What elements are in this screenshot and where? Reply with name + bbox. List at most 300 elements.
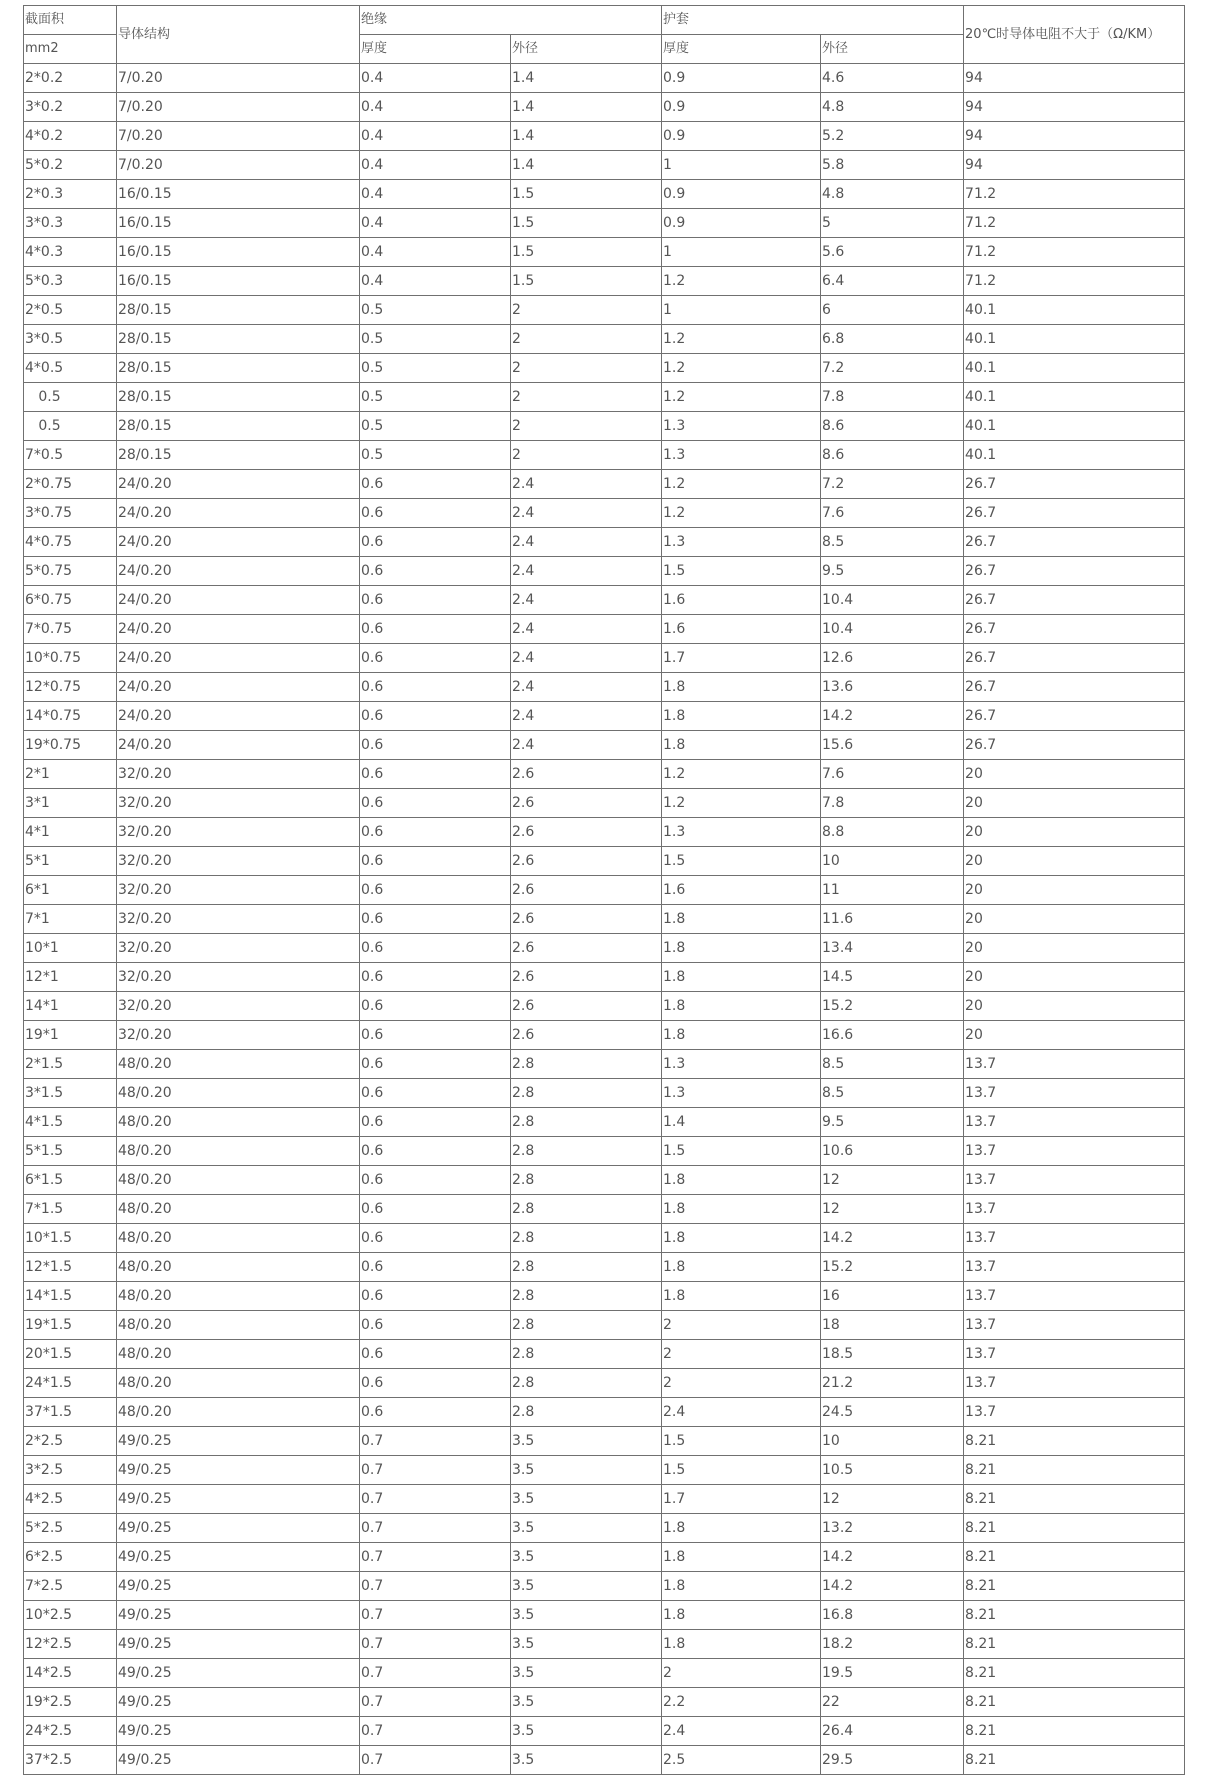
cable-spec-table <box>23 5 1185 1775</box>
cell-sheath-outer-diameter: 13.4 <box>821 934 964 963</box>
cell-insulation-thickness: 0.5 <box>360 296 511 325</box>
table-row <box>24 238 1185 267</box>
cell-area: 12*1 <box>24 963 117 992</box>
cell-conductor: 24/0.20 <box>117 731 360 760</box>
cell-conductor: 16/0.15 <box>117 267 360 296</box>
cell-resistance: 71.2 <box>964 238 1185 267</box>
cell-resistance: 8.21 <box>964 1659 1185 1688</box>
cell-insulation-outer-diameter: 2.4 <box>511 702 662 731</box>
cell-resistance: 20 <box>964 905 1185 934</box>
cell-sheath-thickness: 1.2 <box>662 267 821 296</box>
cell-area: 14*0.75 <box>24 702 117 731</box>
cell-resistance: 20 <box>964 876 1185 905</box>
cell-sheath-thickness: 1.8 <box>662 731 821 760</box>
cell-insulation-outer-diameter: 3.5 <box>511 1601 662 1630</box>
table-row <box>24 1050 1185 1079</box>
cell-conductor: 48/0.20 <box>117 1224 360 1253</box>
cell-resistance: 20 <box>964 992 1185 1021</box>
cell-area: 6*0.75 <box>24 586 117 615</box>
cell-conductor: 32/0.20 <box>117 760 360 789</box>
cell-insulation-thickness: 0.5 <box>360 354 511 383</box>
cell-resistance: 13.7 <box>964 1340 1185 1369</box>
table-row <box>24 818 1185 847</box>
cell-area: 3*1 <box>24 789 117 818</box>
table-row <box>24 1079 1185 1108</box>
cell-conductor: 24/0.20 <box>117 673 360 702</box>
cell-sheath-outer-diameter: 10 <box>821 1427 964 1456</box>
cell-sheath-outer-diameter: 8.8 <box>821 818 964 847</box>
cell-sheath-outer-diameter: 6.4 <box>821 267 964 296</box>
cell-insulation-thickness: 0.6 <box>360 1021 511 1050</box>
cell-insulation-outer-diameter: 2.6 <box>511 992 662 1021</box>
cell-insulation-outer-diameter: 2 <box>511 296 662 325</box>
cell-sheath-outer-diameter: 8.5 <box>821 1050 964 1079</box>
cell-area: 24*2.5 <box>24 1717 117 1746</box>
table-row <box>24 934 1185 963</box>
cell-conductor: 24/0.20 <box>117 557 360 586</box>
cell-area: 7*1.5 <box>24 1195 117 1224</box>
cell-sheath-thickness: 1.8 <box>662 905 821 934</box>
cell-sheath-thickness: 1.2 <box>662 760 821 789</box>
cell-resistance: 71.2 <box>964 209 1185 238</box>
cell-sheath-outer-diameter: 9.5 <box>821 557 964 586</box>
header-area-unit: mm2 <box>24 35 117 64</box>
cell-sheath-outer-diameter: 5.6 <box>821 238 964 267</box>
cell-resistance: 8.21 <box>964 1601 1185 1630</box>
cell-conductor: 24/0.20 <box>117 470 360 499</box>
cell-sheath-outer-diameter: 13.6 <box>821 673 964 702</box>
table-row <box>24 789 1185 818</box>
cell-sheath-thickness: 1.7 <box>662 644 821 673</box>
header-insulation-thickness: 厚度 <box>360 35 511 64</box>
cell-sheath-outer-diameter: 16.8 <box>821 1601 964 1630</box>
cell-conductor: 28/0.15 <box>117 354 360 383</box>
cell-sheath-thickness: 2 <box>662 1340 821 1369</box>
table-row <box>24 1659 1185 1688</box>
table-row <box>24 180 1185 209</box>
table-row <box>24 209 1185 238</box>
cell-sheath-outer-diameter: 15.2 <box>821 1253 964 1282</box>
cell-sheath-outer-diameter: 5.8 <box>821 151 964 180</box>
cell-sheath-thickness: 1.8 <box>662 1514 821 1543</box>
table-row <box>24 992 1185 1021</box>
cell-insulation-thickness: 0.7 <box>360 1427 511 1456</box>
cell-insulation-outer-diameter: 3.5 <box>511 1746 662 1775</box>
table-row <box>24 1456 1185 1485</box>
cell-conductor: 48/0.20 <box>117 1137 360 1166</box>
cell-resistance: 13.7 <box>964 1398 1185 1427</box>
cell-insulation-outer-diameter: 2.8 <box>511 1108 662 1137</box>
cell-resistance: 13.7 <box>964 1050 1185 1079</box>
cell-conductor: 49/0.25 <box>117 1485 360 1514</box>
cell-conductor: 7/0.20 <box>117 122 360 151</box>
cell-insulation-thickness: 0.6 <box>360 499 511 528</box>
table-row <box>24 296 1185 325</box>
cell-resistance: 13.7 <box>964 1108 1185 1137</box>
cell-conductor: 24/0.20 <box>117 586 360 615</box>
cell-sheath-thickness: 1.8 <box>662 702 821 731</box>
cell-insulation-outer-diameter: 2.6 <box>511 876 662 905</box>
table-row <box>24 731 1185 760</box>
cell-sheath-outer-diameter: 12 <box>821 1195 964 1224</box>
cell-sheath-thickness: 1.8 <box>662 992 821 1021</box>
cell-area: 4*2.5 <box>24 1485 117 1514</box>
cell-area: 20*1.5 <box>24 1340 117 1369</box>
cell-conductor: 48/0.20 <box>117 1340 360 1369</box>
cell-area: 5*0.75 <box>24 557 117 586</box>
cell-conductor: 48/0.20 <box>117 1398 360 1427</box>
cell-sheath-thickness: 1.8 <box>662 1601 821 1630</box>
table-row <box>24 1253 1185 1282</box>
table-row <box>24 151 1185 180</box>
cell-conductor: 16/0.15 <box>117 180 360 209</box>
table-row <box>24 267 1185 296</box>
cell-resistance: 8.21 <box>964 1717 1185 1746</box>
cell-sheath-thickness: 1.5 <box>662 1427 821 1456</box>
cell-sheath-outer-diameter: 8.5 <box>821 528 964 557</box>
cell-insulation-thickness: 0.6 <box>360 1166 511 1195</box>
table-row <box>24 702 1185 731</box>
cell-resistance: 26.7 <box>964 702 1185 731</box>
cell-sheath-thickness: 2 <box>662 1369 821 1398</box>
cell-area: 2*0.5 <box>24 296 117 325</box>
cell-resistance: 8.21 <box>964 1456 1185 1485</box>
cell-conductor: 32/0.20 <box>117 789 360 818</box>
cell-resistance: 20 <box>964 847 1185 876</box>
cell-sheath-outer-diameter: 16.6 <box>821 1021 964 1050</box>
cell-insulation-outer-diameter: 2.8 <box>511 1253 662 1282</box>
cell-area: 7*2.5 <box>24 1572 117 1601</box>
cell-conductor: 48/0.20 <box>117 1166 360 1195</box>
cell-insulation-outer-diameter: 1.5 <box>511 209 662 238</box>
cell-conductor: 49/0.25 <box>117 1514 360 1543</box>
cell-insulation-thickness: 0.6 <box>360 1253 511 1282</box>
cell-area: 7*0.75 <box>24 615 117 644</box>
cell-resistance: 94 <box>964 122 1185 151</box>
cell-insulation-thickness: 0.7 <box>360 1688 511 1717</box>
cell-sheath-thickness: 1.8 <box>662 934 821 963</box>
table-row <box>24 64 1185 93</box>
cell-area: 2*0.2 <box>24 64 117 93</box>
cell-resistance: 8.21 <box>964 1746 1185 1775</box>
table-row <box>24 1195 1185 1224</box>
cell-resistance: 20 <box>964 789 1185 818</box>
cell-sheath-outer-diameter: 21.2 <box>821 1369 964 1398</box>
cell-sheath-outer-diameter: 10.4 <box>821 586 964 615</box>
cell-area: 2*1.5 <box>24 1050 117 1079</box>
cell-insulation-thickness: 0.4 <box>360 64 511 93</box>
table-row <box>24 441 1185 470</box>
cell-conductor: 16/0.15 <box>117 238 360 267</box>
cell-insulation-thickness: 0.6 <box>360 1282 511 1311</box>
table-row <box>24 1688 1185 1717</box>
table-row <box>24 1630 1185 1659</box>
cell-resistance: 20 <box>964 1021 1185 1050</box>
cell-sheath-outer-diameter: 10.6 <box>821 1137 964 1166</box>
cell-insulation-outer-diameter: 1.4 <box>511 64 662 93</box>
cell-conductor: 24/0.20 <box>117 499 360 528</box>
cell-area: 5*1.5 <box>24 1137 117 1166</box>
cell-insulation-thickness: 0.6 <box>360 847 511 876</box>
cell-sheath-outer-diameter: 18.2 <box>821 1630 964 1659</box>
cell-conductor: 48/0.20 <box>117 1369 360 1398</box>
cell-resistance: 13.7 <box>964 1311 1185 1340</box>
cell-insulation-outer-diameter: 2.6 <box>511 760 662 789</box>
cell-sheath-outer-diameter: 29.5 <box>821 1746 964 1775</box>
table-row <box>24 383 1185 412</box>
cell-sheath-outer-diameter: 7.2 <box>821 470 964 499</box>
cell-area: 19*1 <box>24 1021 117 1050</box>
cell-sheath-outer-diameter: 4.8 <box>821 93 964 122</box>
cell-resistance: 26.7 <box>964 731 1185 760</box>
cell-sheath-thickness: 1.5 <box>662 557 821 586</box>
header-row-1 <box>24 6 1185 35</box>
table-row <box>24 1340 1185 1369</box>
cell-insulation-outer-diameter: 3.5 <box>511 1572 662 1601</box>
cell-sheath-thickness: 1.2 <box>662 325 821 354</box>
cell-resistance: 13.7 <box>964 1137 1185 1166</box>
cell-sheath-outer-diameter: 14.2 <box>821 1543 964 1572</box>
table-row <box>24 1572 1185 1601</box>
cell-sheath-thickness: 1.8 <box>662 1282 821 1311</box>
cell-insulation-thickness: 0.6 <box>360 1079 511 1108</box>
cell-sheath-thickness: 1.3 <box>662 1050 821 1079</box>
table-row <box>24 1282 1185 1311</box>
table-row <box>24 673 1185 702</box>
cell-area: 5*1 <box>24 847 117 876</box>
cell-sheath-outer-diameter: 4.8 <box>821 180 964 209</box>
cell-area: 19*1.5 <box>24 1311 117 1340</box>
cell-sheath-thickness: 1.8 <box>662 1224 821 1253</box>
cell-resistance: 26.7 <box>964 615 1185 644</box>
cell-insulation-outer-diameter: 2 <box>511 412 662 441</box>
cell-insulation-outer-diameter: 2 <box>511 325 662 354</box>
cell-insulation-thickness: 0.4 <box>360 180 511 209</box>
cell-insulation-outer-diameter: 2 <box>511 441 662 470</box>
cell-sheath-thickness: 1.2 <box>662 354 821 383</box>
table-row <box>24 1543 1185 1572</box>
cell-insulation-outer-diameter: 3.5 <box>511 1717 662 1746</box>
cell-sheath-outer-diameter: 5.2 <box>821 122 964 151</box>
cell-conductor: 49/0.25 <box>117 1746 360 1775</box>
cell-area: 6*2.5 <box>24 1543 117 1572</box>
cell-resistance: 94 <box>964 64 1185 93</box>
cell-area: 14*1.5 <box>24 1282 117 1311</box>
cell-resistance: 13.7 <box>964 1079 1185 1108</box>
table-row <box>24 354 1185 383</box>
cell-sheath-outer-diameter: 7.8 <box>821 383 964 412</box>
cell-insulation-outer-diameter: 3.5 <box>511 1485 662 1514</box>
cell-area: 5*2.5 <box>24 1514 117 1543</box>
cell-sheath-thickness: 1.6 <box>662 586 821 615</box>
cell-conductor: 32/0.20 <box>117 934 360 963</box>
cell-conductor: 49/0.25 <box>117 1456 360 1485</box>
cell-sheath-outer-diameter: 10.5 <box>821 1456 964 1485</box>
cell-insulation-outer-diameter: 2.6 <box>511 847 662 876</box>
cell-conductor: 7/0.20 <box>117 151 360 180</box>
cell-area: 7*1 <box>24 905 117 934</box>
cell-area: 37*2.5 <box>24 1746 117 1775</box>
cell-insulation-thickness: 0.6 <box>360 557 511 586</box>
cell-area: 12*1.5 <box>24 1253 117 1282</box>
cell-insulation-thickness: 0.6 <box>360 1050 511 1079</box>
cell-area: 12*2.5 <box>24 1630 117 1659</box>
cell-conductor: 28/0.15 <box>117 412 360 441</box>
cell-area: 5*0.2 <box>24 151 117 180</box>
header-sheath-thickness: 厚度 <box>662 35 821 64</box>
cell-sheath-thickness: 1.8 <box>662 673 821 702</box>
cell-insulation-thickness: 0.6 <box>360 1340 511 1369</box>
cell-sheath-thickness: 1.3 <box>662 528 821 557</box>
cell-sheath-outer-diameter: 12 <box>821 1166 964 1195</box>
cell-area: 10*0.75 <box>24 644 117 673</box>
cell-sheath-thickness: 1.3 <box>662 441 821 470</box>
cell-resistance: 13.7 <box>964 1282 1185 1311</box>
cell-area: 3*0.3 <box>24 209 117 238</box>
table-row <box>24 644 1185 673</box>
cell-sheath-outer-diameter: 15.2 <box>821 992 964 1021</box>
cell-sheath-thickness: 1.8 <box>662 1195 821 1224</box>
cell-insulation-outer-diameter: 2 <box>511 354 662 383</box>
cell-insulation-thickness: 0.6 <box>360 818 511 847</box>
cell-sheath-outer-diameter: 24.5 <box>821 1398 964 1427</box>
cell-conductor: 49/0.25 <box>117 1630 360 1659</box>
cell-area: 3*0.75 <box>24 499 117 528</box>
cell-insulation-outer-diameter: 3.5 <box>511 1514 662 1543</box>
cell-insulation-thickness: 0.7 <box>360 1601 511 1630</box>
cell-resistance: 8.21 <box>964 1427 1185 1456</box>
table-row <box>24 325 1185 354</box>
cell-sheath-thickness: 1.3 <box>662 818 821 847</box>
cell-insulation-thickness: 0.7 <box>360 1485 511 1514</box>
cell-conductor: 48/0.20 <box>117 1195 360 1224</box>
cell-insulation-thickness: 0.7 <box>360 1543 511 1572</box>
cell-area: 6*1.5 <box>24 1166 117 1195</box>
cell-insulation-outer-diameter: 2.8 <box>511 1166 662 1195</box>
cell-insulation-outer-diameter: 2.8 <box>511 1137 662 1166</box>
cell-insulation-outer-diameter: 2.4 <box>511 528 662 557</box>
cell-sheath-thickness: 2 <box>662 1659 821 1688</box>
cell-sheath-outer-diameter: 9.5 <box>821 1108 964 1137</box>
cell-insulation-thickness: 0.6 <box>360 528 511 557</box>
table-row <box>24 876 1185 905</box>
cell-conductor: 49/0.25 <box>117 1601 360 1630</box>
cell-sheath-thickness: 1.2 <box>662 470 821 499</box>
cell-insulation-thickness: 0.6 <box>360 963 511 992</box>
cell-sheath-thickness: 0.9 <box>662 64 821 93</box>
cell-insulation-thickness: 0.7 <box>360 1572 511 1601</box>
cell-sheath-outer-diameter: 14.5 <box>821 963 964 992</box>
cell-conductor: 32/0.20 <box>117 876 360 905</box>
cell-sheath-thickness: 1.6 <box>662 615 821 644</box>
cell-area: 37*1.5 <box>24 1398 117 1427</box>
cell-resistance: 20 <box>964 963 1185 992</box>
cell-sheath-thickness: 1 <box>662 238 821 267</box>
cell-resistance: 8.21 <box>964 1485 1185 1514</box>
cell-area: 2*1 <box>24 760 117 789</box>
cell-resistance: 40.1 <box>964 296 1185 325</box>
cell-insulation-thickness: 0.6 <box>360 1224 511 1253</box>
cell-resistance: 8.21 <box>964 1572 1185 1601</box>
cell-conductor: 32/0.20 <box>117 818 360 847</box>
cell-insulation-thickness: 0.4 <box>360 238 511 267</box>
table-row <box>24 1137 1185 1166</box>
cell-insulation-outer-diameter: 2.8 <box>511 1282 662 1311</box>
cell-area: 4*0.5 <box>24 354 117 383</box>
cell-insulation-outer-diameter: 1.4 <box>511 151 662 180</box>
cell-insulation-thickness: 0.7 <box>360 1746 511 1775</box>
header-area: 截面积 <box>24 6 117 35</box>
table-row <box>24 412 1185 441</box>
cell-insulation-outer-diameter: 1.5 <box>511 180 662 209</box>
cell-resistance: 13.7 <box>964 1253 1185 1282</box>
cell-area: 24*1.5 <box>24 1369 117 1398</box>
cell-area: 4*0.2 <box>24 122 117 151</box>
table-row <box>24 1369 1185 1398</box>
cell-resistance: 26.7 <box>964 499 1185 528</box>
cell-area: 5*0.3 <box>24 267 117 296</box>
cell-sheath-outer-diameter: 26.4 <box>821 1717 964 1746</box>
cell-resistance: 94 <box>964 151 1185 180</box>
cell-area: 12*0.75 <box>24 673 117 702</box>
cell-insulation-outer-diameter: 2.4 <box>511 557 662 586</box>
cell-conductor: 28/0.15 <box>117 296 360 325</box>
cell-area: 3*0.5 <box>24 325 117 354</box>
table-row <box>24 1224 1185 1253</box>
cell-conductor: 7/0.20 <box>117 64 360 93</box>
table-row <box>24 470 1185 499</box>
cell-sheath-outer-diameter: 16 <box>821 1282 964 1311</box>
cell-sheath-thickness: 1.2 <box>662 383 821 412</box>
cell-insulation-outer-diameter: 2.4 <box>511 644 662 673</box>
cell-sheath-outer-diameter: 7.6 <box>821 760 964 789</box>
cell-insulation-thickness: 0.5 <box>360 383 511 412</box>
cell-insulation-outer-diameter: 3.5 <box>511 1543 662 1572</box>
cell-resistance: 13.7 <box>964 1369 1185 1398</box>
table-row <box>24 1746 1185 1775</box>
cell-sheath-outer-diameter: 11.6 <box>821 905 964 934</box>
cell-conductor: 24/0.20 <box>117 702 360 731</box>
cell-insulation-thickness: 0.6 <box>360 702 511 731</box>
cell-conductor: 32/0.20 <box>117 963 360 992</box>
cell-insulation-outer-diameter: 2.4 <box>511 470 662 499</box>
table-row <box>24 1717 1185 1746</box>
cell-sheath-thickness: 1.5 <box>662 1456 821 1485</box>
cell-sheath-outer-diameter: 12 <box>821 1485 964 1514</box>
header-insulation-outer-diameter: 外径 <box>511 35 662 64</box>
cell-insulation-outer-diameter: 2.8 <box>511 1050 662 1079</box>
table-row <box>24 122 1185 151</box>
cell-resistance: 26.7 <box>964 528 1185 557</box>
cell-resistance: 13.7 <box>964 1195 1185 1224</box>
cell-insulation-outer-diameter: 2.8 <box>511 1340 662 1369</box>
cell-insulation-outer-diameter: 3.5 <box>511 1659 662 1688</box>
cell-sheath-thickness: 1.8 <box>662 1543 821 1572</box>
cell-area: 0.5 <box>24 412 117 441</box>
cell-conductor: 28/0.15 <box>117 441 360 470</box>
cell-conductor: 16/0.15 <box>117 209 360 238</box>
cell-sheath-thickness: 1.5 <box>662 847 821 876</box>
cell-area: 10*2.5 <box>24 1601 117 1630</box>
table-row <box>24 93 1185 122</box>
cell-conductor: 49/0.25 <box>117 1717 360 1746</box>
cell-sheath-outer-diameter: 4.6 <box>821 64 964 93</box>
cell-insulation-thickness: 0.4 <box>360 93 511 122</box>
cell-insulation-outer-diameter: 2.8 <box>511 1079 662 1108</box>
cell-sheath-thickness: 1.3 <box>662 412 821 441</box>
table-row <box>24 1601 1185 1630</box>
cell-insulation-outer-diameter: 2.8 <box>511 1398 662 1427</box>
